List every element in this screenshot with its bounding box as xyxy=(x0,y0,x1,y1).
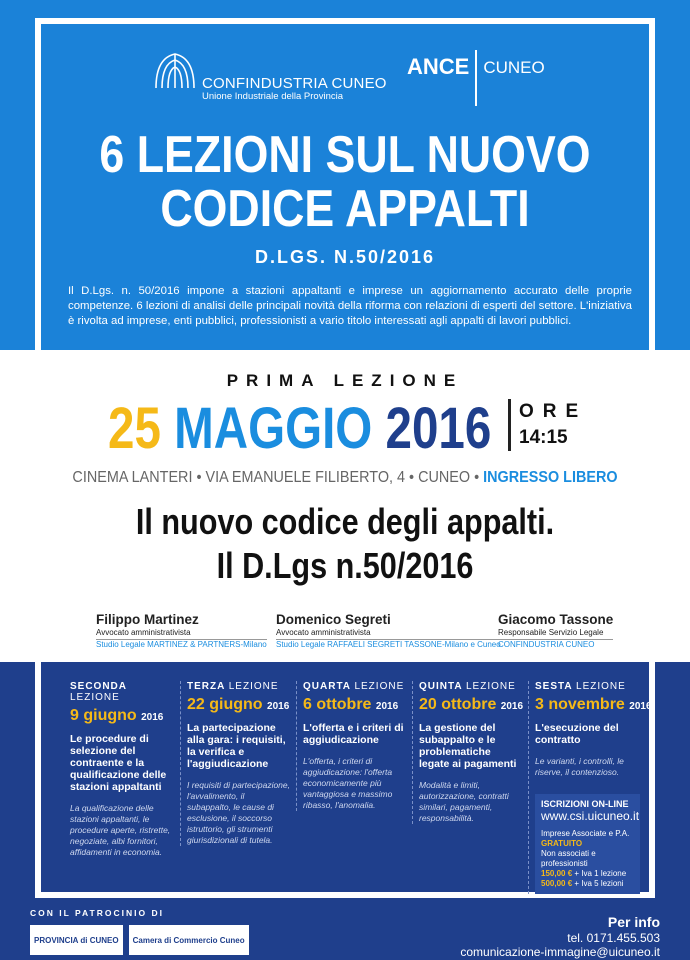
confindustria-emblem-icon xyxy=(152,50,198,90)
patronage-label: CON IL PATROCINIO DI xyxy=(30,908,164,918)
date-year: 2016 xyxy=(385,396,492,461)
lesson-date: 3 novembre 2016 xyxy=(535,696,652,713)
lesson-description: La qualificazione delle stazioni appaltanti, le procedure aperte, ristrette, negoziate, albi fornitori, affidamenti in economia. xyxy=(70,803,171,857)
registration-title: ISCRIZIONI ON-LINE xyxy=(541,799,629,809)
camera-commercio-logo: Camera di Commercio Cuneo xyxy=(129,925,249,955)
provincia-logo: PROVINCIA di CUNEO xyxy=(30,925,123,955)
registration-price-1: 150,00 € + Iva 1 lezione xyxy=(541,869,627,878)
confindustria-sub: Unione Industriale della Provincia xyxy=(202,91,343,102)
lesson-date: 9 giugno 2016 xyxy=(70,707,164,724)
info-phone[interactable]: tel. 0171.455.503 xyxy=(567,931,660,945)
speaker-role: Responsabile Servizio Legale xyxy=(498,628,604,637)
lesson-description: L'offerta, i criteri di aggiudicazione: l'offerta economicamente più vantaggiosa e massimo ribasso, l'anomalia. xyxy=(303,756,393,810)
time-label: ORE xyxy=(519,401,588,422)
ance-cuneo-text: CUNEO xyxy=(483,58,545,77)
lesson-description: Le varianti, i controlli, le riserve, il contenzioso. xyxy=(535,756,624,777)
time-value: 14:15 xyxy=(519,427,568,448)
info-block xyxy=(460,914,660,959)
registration-price-5: 500,00 € + Iva 5 lezioni xyxy=(541,879,624,888)
lesson-title: La partecipazione alla gara: i requisiti, la verifica e l'aggiudicazione xyxy=(187,722,286,770)
patronage-logos xyxy=(30,925,249,955)
lesson-label: QUINTA LEZIONE xyxy=(419,681,516,692)
registration-link[interactable]: www.csi.uicuneo.it xyxy=(541,809,640,823)
lesson-column-3 xyxy=(180,681,296,846)
intro-paragraph: Il D.Lgs. n. 50/2016 impone a stazioni appaltanti e imprese un aggiornamento accurato delle proprie competenze. 6 lezioni di analisi delle principali novità della riforma con relazioni di esperti del settore. L'iniziativa è rivolta ad imprese, enti pubblici, professionisti a vario titolo interessati agli appalti di lavori pubblici. xyxy=(68,285,632,327)
speaker-name: Giacomo Tassone xyxy=(498,612,614,627)
ance-divider xyxy=(475,50,477,106)
speaker-3 xyxy=(498,611,613,650)
time-block xyxy=(508,399,587,451)
speaker-name: Domenico Segreti xyxy=(276,612,391,627)
lesson-column-2 xyxy=(64,681,180,858)
lesson-column-5 xyxy=(412,681,528,824)
first-topic-line2: Il D.Lgs n.50/2016 xyxy=(216,545,474,586)
lesson-title: L'esecuzione del contratto xyxy=(535,722,619,746)
date-month: MAGGIO xyxy=(174,396,373,461)
lesson-label: QUARTA LEZIONE xyxy=(303,681,405,692)
lesson-column-4 xyxy=(296,681,412,811)
registration-associates: Imprese Associate e P.A. xyxy=(541,829,630,838)
lesson-title: La gestione del subappalto e le problematiche legate ai pagamenti xyxy=(419,722,517,770)
free-entry: INGRESSO LIBERO xyxy=(483,469,618,486)
lesson-column-6 xyxy=(528,681,652,894)
first-lesson-date xyxy=(108,396,491,462)
venue-address: CINEMA LANTERI • VIA EMANUELE FILIBERTO, 4 • CUNEO • xyxy=(72,469,480,486)
lesson-label: SECONDA LEZIONE xyxy=(70,681,127,703)
lesson-date: 22 giugno 2016 xyxy=(187,696,290,713)
confindustria-logo xyxy=(152,50,387,103)
confindustria-name: CONFINDUSTRIA CUNEO xyxy=(202,75,387,92)
first-topic-line1: Il nuovo codice degli appalti. xyxy=(135,501,555,542)
registration-box xyxy=(535,794,640,894)
lesson-label: SESTA LEZIONE xyxy=(535,681,626,692)
lesson-date: 20 ottobre 2016 xyxy=(419,696,524,713)
registration-others: Non associati e professionisti xyxy=(541,849,596,868)
speaker-1 xyxy=(96,611,267,650)
ance-logo xyxy=(407,50,545,106)
speaker-affiliation: Studio Legale RAFFAELI SEGRETI TASSONE-Milano e Cuneo xyxy=(276,640,501,649)
main-title-line1: 6 LEZIONI SUL NUOVO xyxy=(99,126,591,184)
speaker-role: Avvocato amministrativista xyxy=(96,628,191,637)
speaker-role: Avvocato amministrativista xyxy=(276,628,371,637)
speaker-affiliation: CONFINDUSTRIA CUNEO xyxy=(498,639,613,650)
lesson-title: Le procedure di selezione del contraente e la qualificazione delle stazioni appaltanti xyxy=(70,733,167,793)
date-day: 25 xyxy=(108,396,161,461)
lesson-description: Modalità e limiti, autorizzazione, contratti similari, pagamenti, responsabilità. xyxy=(419,780,509,823)
lesson-description: I requisiti di partecipazione, l'avvalimento, il subappalto, le cause di esclusione, il soccorso istruttorio, gli strumenti giurisdizionali di tutela. xyxy=(187,780,291,845)
lesson-title: L'offerta e i criteri di aggiudicazione xyxy=(303,722,404,746)
registration-free: GRATUITO xyxy=(541,839,583,848)
main-title-line2: CODICE APPALTI xyxy=(160,180,530,238)
info-email[interactable]: comunicazione-immagine@uicuneo.it xyxy=(460,945,660,959)
ance-text: ANCE xyxy=(407,54,470,79)
venue-line xyxy=(35,469,656,487)
lesson-date: 6 ottobre 2016 xyxy=(303,696,399,713)
info-title: Per info xyxy=(607,914,660,930)
speaker-name: Filippo Martinez xyxy=(96,612,199,627)
lesson-label: TERZA LEZIONE xyxy=(187,681,279,692)
speaker-affiliation: Studio Legale MARTINEZ & PARTNERS-Milano xyxy=(96,640,267,649)
speaker-2 xyxy=(276,611,501,650)
first-lesson-label: PRIMA LEZIONE xyxy=(226,371,464,390)
decree-subtitle: D.LGS. N.50/2016 xyxy=(254,247,436,267)
